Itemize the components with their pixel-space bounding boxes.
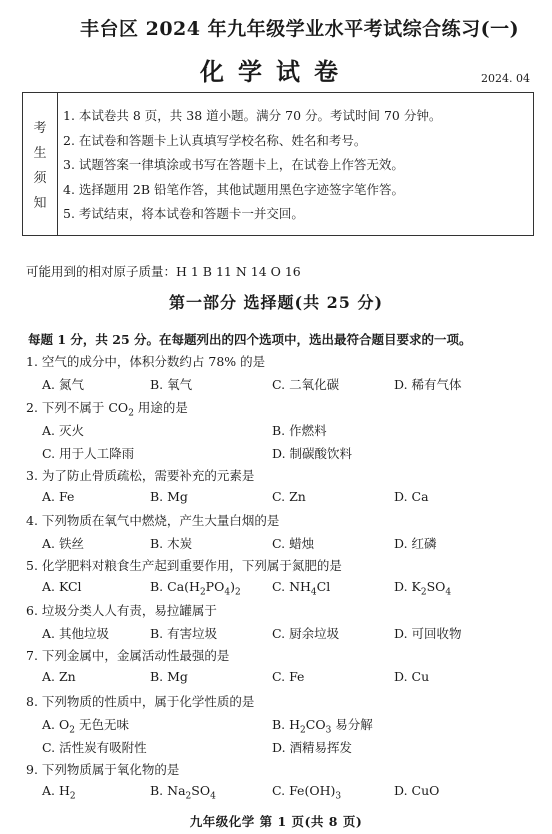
section-instruction: 每题 1 分，共 25 分。在每题列出的四个选项中，选出最符合题目要求的一项。	[28, 332, 472, 347]
option-b: B. 有害垃圾	[150, 626, 218, 641]
exam-title: 丰台区 2024 年九年级学业水平考试综合练习(一)	[80, 18, 520, 40]
option-d: D. 可回收物	[394, 626, 462, 641]
notice-label-char: 考	[33, 121, 47, 136]
option-d: D. Cu	[394, 669, 430, 684]
exam-notice-box	[22, 92, 534, 236]
notice-label-char: 须	[33, 171, 47, 186]
notice-label-char: 知	[33, 196, 47, 211]
option-c: C. 厨余垃圾	[272, 626, 340, 641]
option-b: B. Mg	[150, 489, 188, 504]
notice-list	[63, 104, 441, 227]
option-c: C. $Fe(OH)_3$	[272, 783, 342, 802]
option-c: C. 二氧化碳	[272, 377, 340, 392]
page-footer: 九年级化学 第 1 页(共 8 页)	[189, 814, 363, 829]
option-c: C. 用于人工降雨	[42, 446, 135, 461]
question-stem: 9. 下列物质属于氧化物的是	[26, 762, 180, 777]
option-a: A. KCl	[42, 579, 82, 594]
option-d: D. $K_2SO_4$	[394, 579, 452, 598]
document-title: 化学试卷	[200, 57, 352, 86]
document-date: 2024. 04	[481, 72, 530, 85]
question-stem: 2. 下列不属于 $CO_2$ 用途的是	[26, 400, 188, 419]
question-6	[26, 601, 217, 619]
option-d: D. 酒精易挥发	[272, 740, 353, 755]
notice-item: 3. 试题答案一律填涂或书写在答题卡上，在试卷上作答无效。	[63, 157, 404, 172]
section-title: 第一部分 选择题(共 25 分)	[168, 293, 384, 312]
option-a: A. $O_2$ 无色无味	[42, 717, 129, 736]
question-2	[26, 398, 188, 419]
option-b: B. 氧气	[150, 377, 193, 392]
option-b: B. 作燃料	[272, 423, 327, 438]
option-a: A. 其他垃圾	[42, 626, 109, 641]
notice-label	[23, 93, 58, 235]
question-9	[26, 760, 179, 778]
question-8	[26, 692, 254, 710]
question-stem: 4. 下列物质在氧气中燃烧，产生大量白烟的是	[26, 513, 280, 528]
question-5	[26, 556, 342, 574]
question-stem: 7. 下列金属中，金属活动性最强的是	[26, 648, 230, 663]
option-a: A. Zn	[42, 669, 76, 684]
option-d: D. 稀有气体	[394, 377, 462, 392]
question-1	[26, 352, 265, 370]
option-c: C. 蜡烛	[272, 536, 315, 551]
question-stem: 1. 空气的成分中，体积分数约占 78% 的是	[26, 354, 266, 369]
question-stem: 8. 下列物质的性质中，属于化学性质的是	[26, 694, 255, 709]
notice-item: 4. 选择题用 2B 铅笔作答，其他试题用黑色字迹签字笔作答。	[63, 181, 404, 197]
option-a: A. 铁丝	[42, 536, 84, 551]
question-3	[26, 466, 254, 484]
option-c: C. Fe	[272, 669, 305, 684]
question-4	[26, 511, 279, 529]
option-d: D. Ca	[394, 489, 429, 504]
option-d: D. CuO	[394, 783, 440, 798]
notice-item: 5. 考试结束，将本试卷和答题卡一并交回。	[63, 206, 304, 221]
atomic-mass-line: 可能用到的相对原子质量：H 1 B 11 N 14 O 16	[26, 264, 301, 279]
option-b: B. $Na_2SO_4$	[150, 783, 216, 802]
option-a: A. 灭火	[42, 423, 84, 438]
notice-item: 1. 本试卷共 8 页，共 38 道小题。满分 70 分。考试时间 70 分钟。	[63, 108, 442, 123]
option-a: A. $H_2$	[42, 783, 76, 802]
option-b: B. 木炭	[150, 536, 193, 551]
option-c: C. $NH_4Cl$	[272, 579, 331, 598]
question-7	[26, 646, 229, 664]
option-b: B. $H_2CO_3$ 易分解	[272, 717, 373, 736]
option-c: C. 活性炭有吸附性	[42, 740, 147, 755]
question-stem: 5. 化学肥料对粮食生产起到重要作用，下列属于氮肥的是	[26, 558, 342, 573]
question-stem: 6. 垃圾分类人人有责，易拉罐属于	[26, 603, 217, 618]
option-a: A. 氮气	[42, 377, 84, 392]
option-a: A. Fe	[42, 489, 75, 504]
option-c: C. Zn	[272, 489, 306, 504]
option-d: D. 红磷	[394, 536, 437, 551]
option-d: D. 制碳酸饮料	[272, 446, 353, 461]
question-stem: 3. 为了防止骨质疏松，需要补充的元素是	[26, 468, 255, 483]
notice-item: 2. 在试卷和答题卡上认真填写学校名称、姓名和考号。	[63, 132, 367, 148]
option-b: B. $Ca(H_2PO_4)_2$	[150, 579, 241, 598]
option-b: B. Mg	[150, 669, 188, 684]
notice-label-char: 生	[33, 146, 47, 161]
